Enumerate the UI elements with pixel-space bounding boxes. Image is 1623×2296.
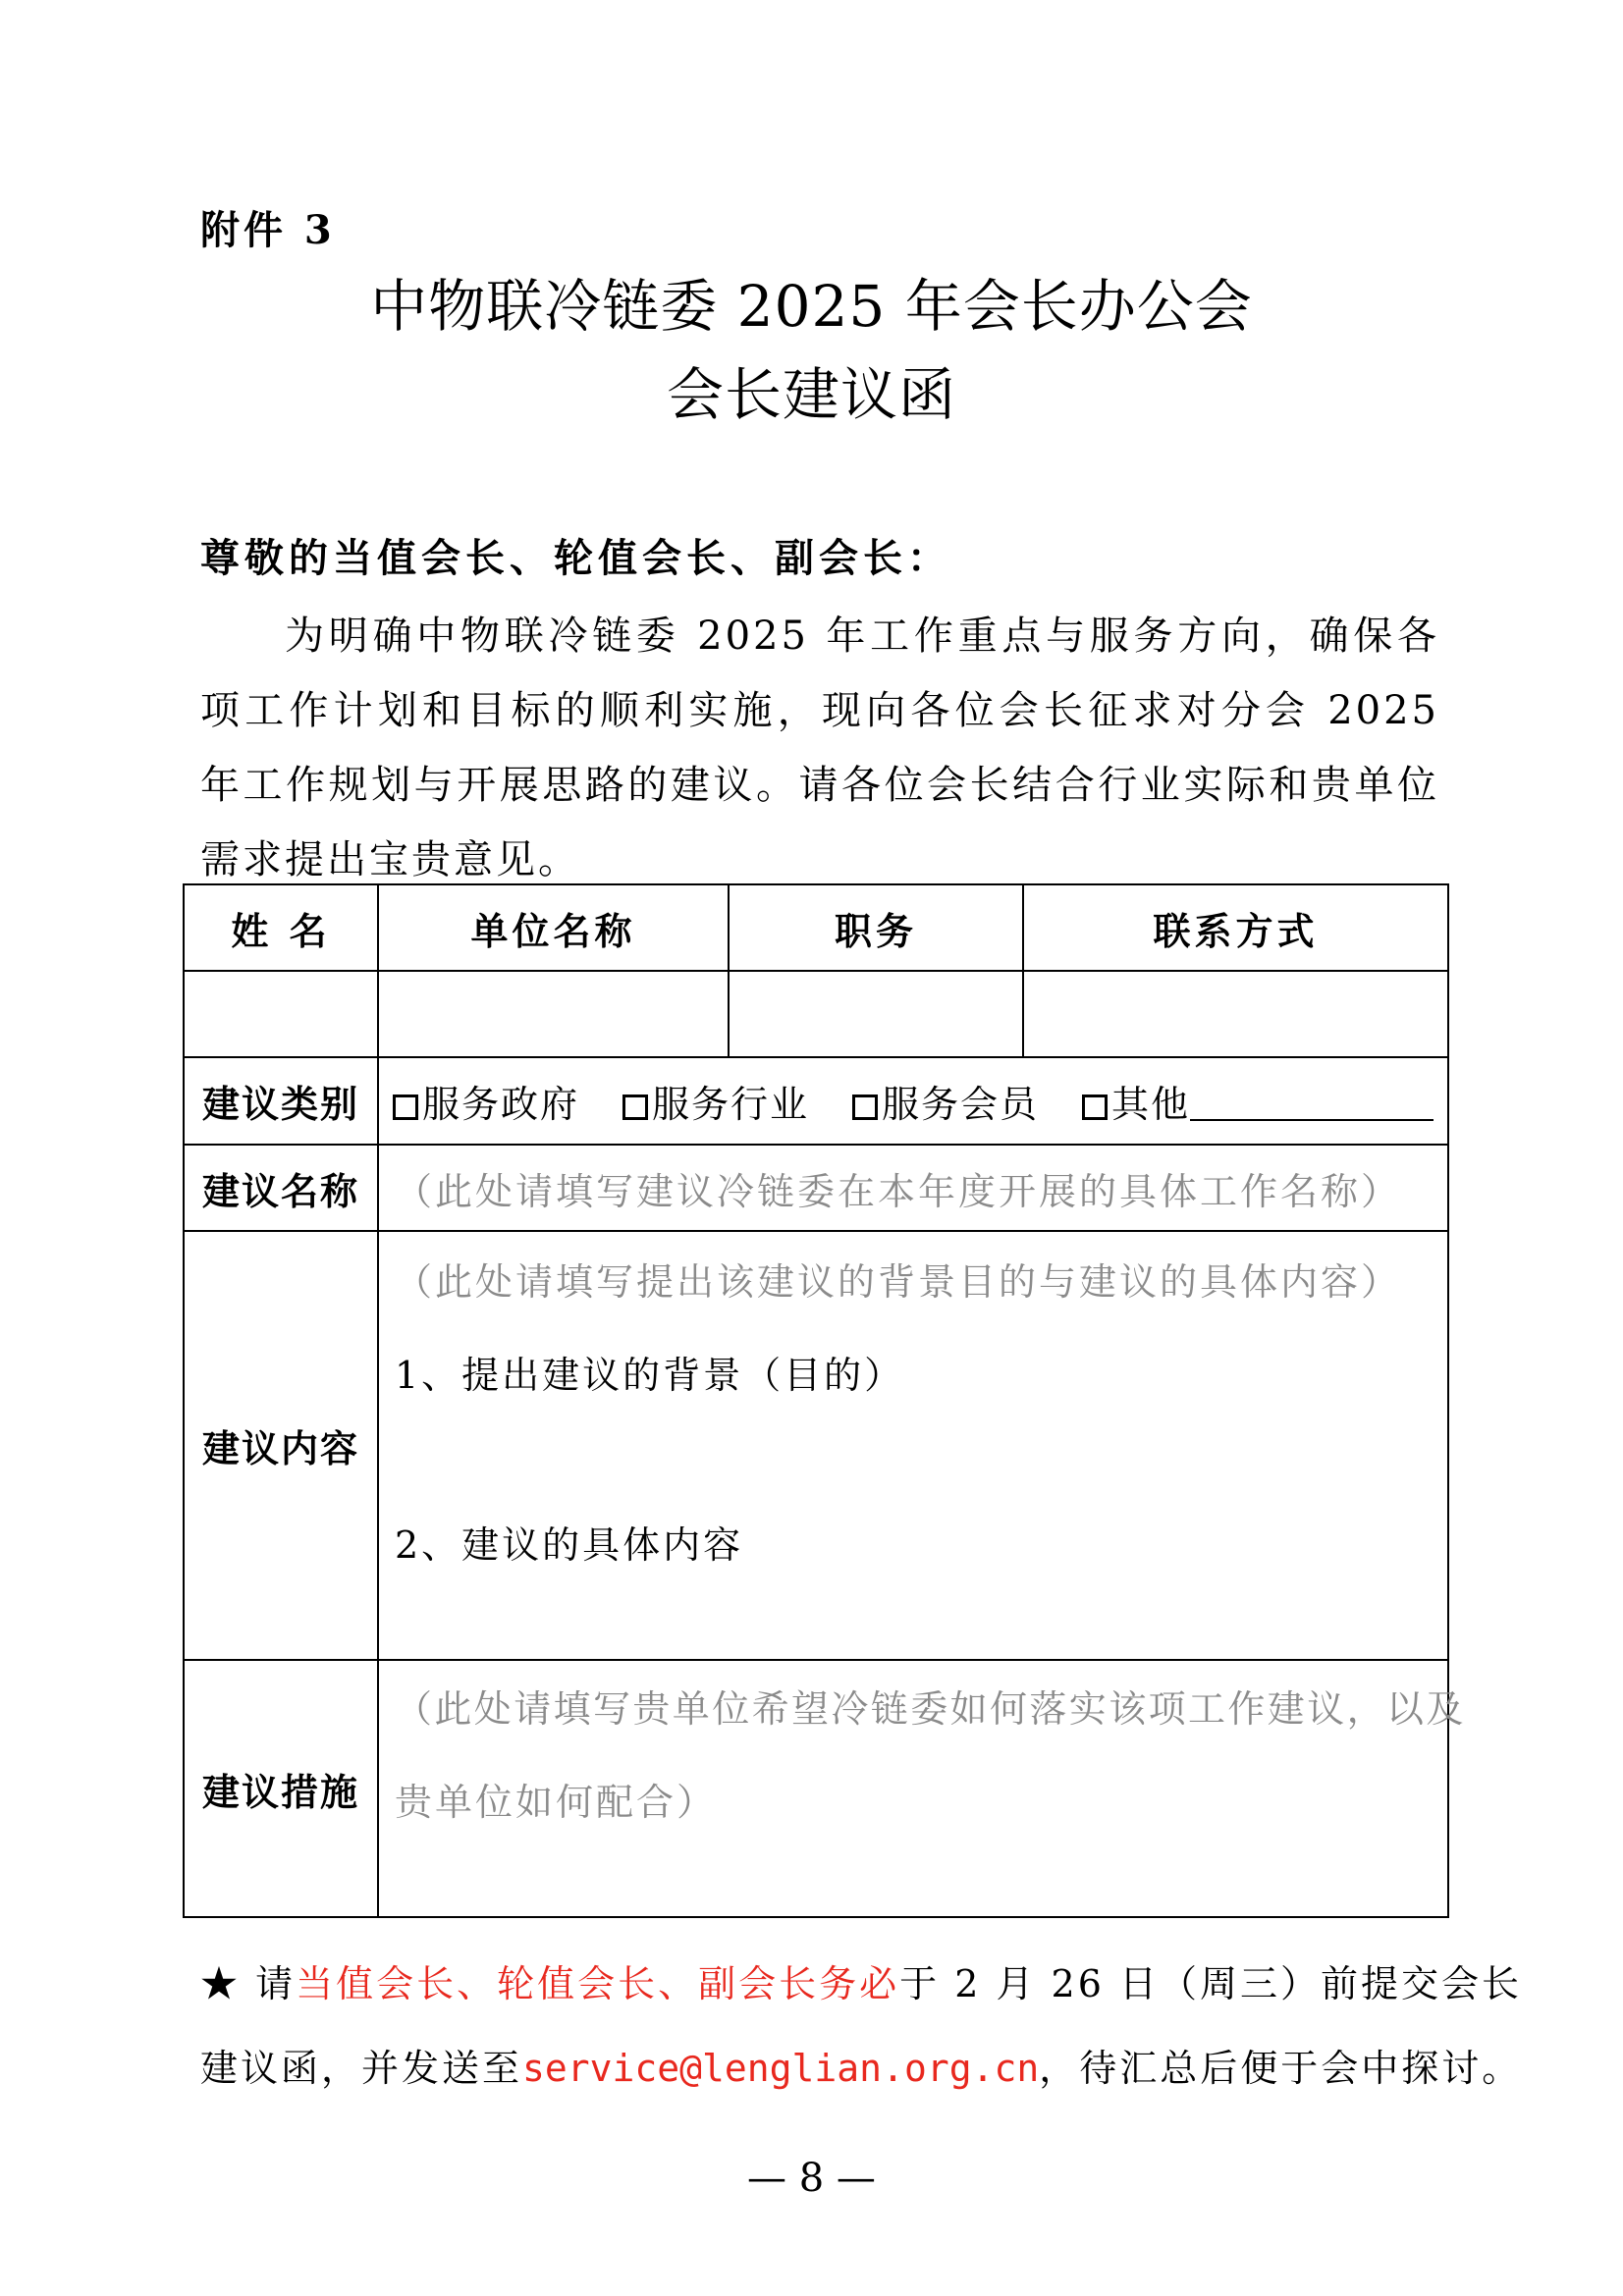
attachment-label: 附件 3 [200, 207, 336, 253]
footnote [200, 1942, 1523, 2110]
suggestion-content-row [184, 1231, 1448, 1660]
measures-hint-line2: 贵单位如何配合） [395, 1781, 718, 1824]
footnote-line2 [200, 2026, 1523, 2110]
unit-field[interactable] [378, 971, 729, 1057]
footnote-line2-suffix: ，待汇总后便于会中探讨。 [1039, 2047, 1523, 2090]
header-contact: 联系方式 [1023, 884, 1448, 971]
checkbox-icon[interactable] [1082, 1095, 1108, 1120]
suggestion-form-table [183, 883, 1466, 1918]
option-members[interactable] [852, 1083, 1039, 1126]
suggestion-measures-row [184, 1660, 1448, 1917]
contact-field[interactable] [1023, 971, 1448, 1057]
suggestion-name-row [184, 1145, 1448, 1231]
star-icon: ★ [200, 1962, 242, 2005]
header-position: 职务 [729, 884, 1023, 971]
footnote-line1 [200, 1942, 1522, 2026]
checkbox-icon[interactable] [622, 1095, 648, 1120]
info-entry-row [184, 971, 1448, 1057]
name-field[interactable] [184, 971, 378, 1057]
suggestion-measures-label: 建议措施 [184, 1660, 378, 1917]
footnote-prefix: 请 [255, 1962, 297, 2005]
category-options [378, 1057, 1448, 1145]
body-paragraph: 为明确中物联冷链委 2025 年工作重点与服务方向，确保各项工作计划和目标的顺利实施，现向各位会长征求对分会 2025 年工作规划与开展思路的建议。请各位会长结合行业实际和贵单位需求提出宝贵意见。 [200, 614, 1439, 882]
footnote-line2-prefix: 建议函，并发送至 [200, 2047, 523, 2090]
content-item-details: 2、建议的具体内容 [395, 1523, 744, 1567]
salutation: 尊敬的当值会长、轮值会长、副会长： [200, 535, 951, 581]
suggestion-content-cell[interactable] [378, 1231, 1448, 1660]
content-item-background: 1、提出建议的背景（目的） [395, 1354, 905, 1397]
option-government[interactable] [393, 1083, 579, 1126]
option-industry[interactable] [622, 1083, 809, 1126]
footnote-highlight: 当值会长、轮值会长、副会长务必 [296, 1962, 900, 2005]
table-header-row [184, 884, 1448, 971]
option-label: 其他 [1111, 1083, 1191, 1126]
category-label: 建议类别 [184, 1057, 378, 1145]
header-unit: 单位名称 [378, 884, 729, 971]
other-blank-line[interactable] [1190, 1090, 1434, 1121]
footnote-deadline: 于 2 月 26 日（周三）前提交会长 [899, 1962, 1522, 2005]
suggestion-name-hint[interactable]: （此处请填写建议冷链委在本年度开展的具体工作名称） [378, 1145, 1448, 1231]
suggestion-content-label: 建议内容 [184, 1231, 378, 1660]
suggestion-name-label: 建议名称 [184, 1145, 378, 1231]
suggestion-measures-cell[interactable] [378, 1660, 1466, 1917]
option-label: 服务行业 [652, 1083, 810, 1126]
page-number: — 8 — [747, 2156, 876, 2201]
checkbox-icon[interactable] [852, 1095, 878, 1120]
document-subtitle: 会长建议函 [666, 361, 956, 428]
suggestion-content-hint: （此处请填写提出该建议的背景目的与建议的具体内容） [395, 1260, 1402, 1304]
option-label: 服务会员 [882, 1083, 1040, 1126]
email-link[interactable]: service@lenglian.org.cn [522, 2047, 1040, 2090]
document-title: 中物联冷链委 2025 年会长办公会 [370, 273, 1253, 340]
option-label: 服务政府 [422, 1083, 580, 1126]
position-field[interactable] [729, 971, 1023, 1057]
measures-hint-line1: （此处请填写贵单位希望冷链委如何落实该项工作建议，以及 [395, 1687, 1466, 1731]
header-name: 姓 名 [184, 884, 378, 971]
option-other[interactable] [1082, 1083, 1434, 1126]
category-row [184, 1057, 1448, 1145]
checkbox-icon[interactable] [393, 1095, 418, 1120]
